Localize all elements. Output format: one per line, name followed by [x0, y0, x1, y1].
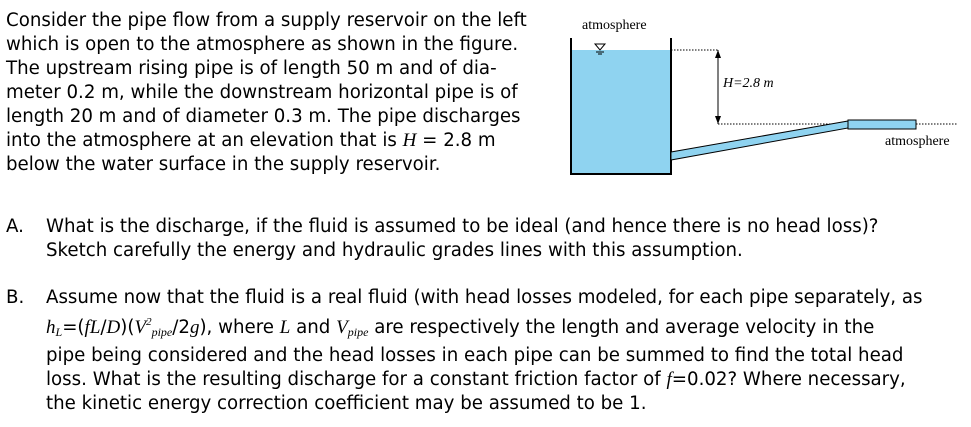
- H-symbol: H: [402, 130, 417, 151]
- question-b-text: =0.02? Where necessary,: [671, 369, 906, 390]
- formula-pipe-sub: pipe: [151, 325, 173, 339]
- question-b-text: where: [212, 317, 280, 338]
- intro-text: into the atmosphere at an elevation that is: [6, 130, 403, 151]
- question-b: [6, 286, 966, 416]
- formula-slash: /: [100, 317, 107, 338]
- question-b-body: [46, 286, 966, 416]
- horizontal-pipe: [848, 120, 916, 129]
- question-a-line: Sketch carefully the energy and hydraulic grades lines with this assumption.: [46, 240, 743, 261]
- question-b-text: are respectively the length and average velocity in the: [368, 317, 875, 338]
- question-a-label: A.: [6, 216, 24, 237]
- intro-line: The upstream rising pipe is of length 50 m and of dia-: [6, 58, 497, 79]
- question-b-label: B.: [6, 287, 25, 308]
- question-a: [6, 215, 966, 263]
- problem-intro: [6, 9, 566, 177]
- intro-line-elevation: [6, 129, 566, 153]
- question-a-body: [46, 215, 966, 263]
- formula-eq: =(: [62, 317, 85, 338]
- question-b-line: [46, 368, 966, 392]
- intro-line: which is open to the atmosphere as shown in the figure.: [6, 34, 519, 55]
- formula-f: f: [84, 317, 90, 338]
- height-label: H=2.8 m: [723, 76, 774, 91]
- question-a-line: What is the discharge, if the fluid is assumed to be ideal (and hence there is no head loss)?: [46, 216, 879, 237]
- formula-slash2: /2: [172, 317, 190, 338]
- formula-V: V: [134, 317, 147, 338]
- L-symbol: L: [279, 317, 291, 338]
- rising-pipe: [671, 121, 848, 160]
- formula-close: ),: [199, 317, 213, 338]
- formula-sup-2: 2: [146, 316, 152, 328]
- water-surface-triangle: [595, 44, 605, 50]
- formula-g: g: [189, 317, 200, 338]
- V-pipe-sub: pipe: [347, 325, 369, 339]
- intro-line: length 20 m and of diameter 0.3 m. The pipe discharges: [6, 106, 521, 127]
- intro-line: Consider the pipe flow from a supply reservoir on the left: [6, 10, 527, 31]
- intro-line: meter 0.2 m, while the downstream horizontal pipe is of: [6, 82, 518, 103]
- formula-mid: )(: [120, 317, 135, 338]
- intro-line: below the water surface in the supply reservoir.: [6, 154, 441, 175]
- atmosphere-top-label: atmosphere: [582, 18, 647, 33]
- question-b-line: Assume now that the fluid is a real fluid (with head losses modeled, for each pipe separately, as: [46, 287, 923, 308]
- formula-L-sub: L: [55, 325, 63, 339]
- height-arrow-top: [715, 50, 721, 58]
- height-arrow-bottom: [715, 116, 721, 124]
- question-b-text: and: [290, 317, 337, 338]
- reservoir-figure: [560, 0, 971, 210]
- formula-D: D: [106, 317, 121, 338]
- reservoir-water: [571, 50, 671, 173]
- formula-h: h: [46, 317, 56, 338]
- formula-L: L: [89, 317, 101, 338]
- intro-text: = 2.8 m: [416, 130, 496, 151]
- atmosphere-right-label: atmosphere: [885, 134, 950, 149]
- question-b-formula-line: [46, 310, 966, 344]
- f-symbol: f: [666, 369, 672, 390]
- question-b-line: pipe being considered and the head losses in each pipe can be summed to find the total head: [46, 345, 904, 366]
- V-symbol: V: [336, 317, 348, 338]
- question-b-text: loss. What is the resulting discharge for a constant friction factor of: [46, 369, 667, 390]
- question-b-line: the kinetic energy correction coefficient may be assumed to be 1.: [46, 393, 647, 414]
